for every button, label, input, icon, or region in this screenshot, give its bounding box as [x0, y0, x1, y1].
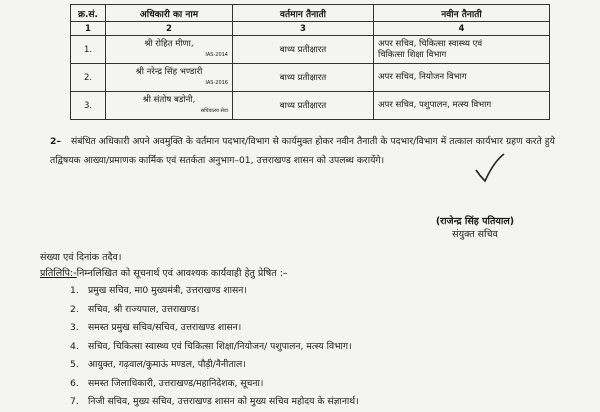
item-number: 1. — [70, 285, 79, 296]
new-posting-line: अपर सचिव, नियोजन विभाग — [378, 72, 467, 82]
list-item — [70, 375, 359, 394]
signature-mark-icon — [470, 148, 510, 188]
reference-line: संख्या एवं दिनांक तदैव। — [40, 252, 122, 263]
item-number: 3. — [70, 322, 79, 333]
item-text: समस्त जिलाधिकारी, उत्तराखण्ड/महानिदेशक, सूचना। — [88, 377, 264, 389]
item-number: 5. — [70, 359, 79, 370]
row-name-cell — [106, 36, 233, 64]
col-number: 4 — [374, 22, 550, 36]
item-text: समस्त प्रमुख सचिव/सचिव, उत्तराखण्ड शासन। — [88, 322, 242, 333]
header-new: नवीन तैनाती — [374, 5, 550, 22]
row-sno: 3. — [71, 92, 106, 120]
officer-service: IAS-2014 — [205, 51, 228, 58]
new-posting-line: चिकित्सा शिक्षा विभाग — [378, 49, 447, 60]
row-current: बाध्य प्रतीक्षारत — [233, 64, 374, 92]
item-text: सचिव, श्री राज्यपाल, उत्तराखण्ड। — [88, 303, 200, 315]
officer-name: श्री रोहित मीणा, — [144, 38, 194, 49]
header-current: वर्तमान तैनाती — [233, 5, 374, 22]
copy-list — [70, 282, 359, 412]
list-item — [70, 338, 359, 357]
row-name-cell — [106, 92, 233, 120]
item-text: निजी सचिव, मुख्य सचिव, उत्तराखण्ड शासन को मुख्य सचिव महोदय के संज्ञानार्थ। — [88, 396, 359, 407]
item-number: 7. — [70, 396, 79, 407]
row-new-cell — [374, 92, 550, 120]
signatory-designation: संयुक्त सचिव — [452, 229, 498, 240]
list-item — [70, 393, 359, 412]
list-item — [70, 319, 359, 338]
officer-name: श्री नरेन्द्र सिंह भण्डारी — [135, 66, 203, 77]
copy-text: निम्नलिखित को सूचनार्थ एवं आवश्यक कार्यवाही हेतु प्रेषित :– — [76, 268, 288, 279]
officer-service: सचिवालय सेवा — [200, 107, 228, 114]
row-current: बाध्य प्रतीक्षारत — [233, 92, 374, 120]
table-row — [71, 64, 550, 92]
signature-block — [400, 215, 550, 241]
copy-heading — [40, 266, 288, 279]
officer-name: श्री संतोष बडोनी, — [142, 94, 196, 105]
row-new-cell — [374, 36, 550, 64]
header-name: अधिकारी का नाम — [106, 5, 233, 22]
table-header-row — [71, 5, 550, 22]
col-number: 2 — [106, 22, 233, 36]
item-number: 4. — [70, 340, 79, 352]
item-text: सचिव, चिकित्सा स्वास्थ्य एवं चिकित्सा शिक्षा/नियोजन/ पशुपालन, मत्स्य विभाग। — [88, 340, 352, 352]
col-number: 1 — [71, 22, 106, 36]
header-sno: क्र.सं. — [71, 5, 106, 22]
row-name-cell — [106, 64, 233, 92]
list-item — [70, 301, 359, 320]
item-number: 6. — [70, 377, 79, 389]
row-new-cell — [374, 64, 550, 92]
table-number-row — [71, 22, 550, 36]
new-posting-line: अपर सचिव, पशुपालन, मत्स्य विभाग — [378, 100, 492, 110]
item-text: प्रमुख सचिव, मा0 मुख्यमंत्री, उत्तराखण्ड शासन। — [88, 285, 247, 296]
new-posting-line: अपर सचिव, चिकित्सा स्वास्थ्य एवं — [378, 38, 483, 49]
row-current: बाध्य प्रतीक्षारत — [233, 36, 374, 64]
list-item — [70, 356, 359, 375]
item-number: 2. — [70, 303, 79, 315]
col-number: 3 — [233, 22, 374, 36]
item-text: आयुक्त, गढ़वाल/कुमाऊं मण्डल, पौड़ी/नैनीताल। — [88, 359, 246, 370]
officers-table — [70, 4, 550, 120]
officer-service: IAS-2016 — [205, 79, 228, 86]
table-row — [71, 92, 550, 120]
signatory-name: (राजेन्द्र सिंह पतियाल) — [435, 216, 515, 227]
table-row — [71, 36, 550, 64]
paragraph-text: संबंधित अधिकारी अपने अवमुक्ति के वर्तमान पदभार/विभाग से कार्यमुक्त होकर नवीन तैनाती के पदभार/विभाग में तत्काल कार्यभार ग्रहण करते हुये तद्विषयक आख्या/प्रमाणक कार्मिक एवं सतर्कता अनुभाग–01, उत्तराखण्ड शासन को उपलब्ध करायेंगे। — [50, 136, 555, 166]
paragraph-number: 2– — [50, 136, 61, 147]
copy-label: प्रतिलिपि:- — [40, 268, 77, 279]
row-sno: 1. — [71, 36, 106, 64]
row-sno: 2. — [71, 64, 106, 92]
list-item — [70, 282, 359, 301]
